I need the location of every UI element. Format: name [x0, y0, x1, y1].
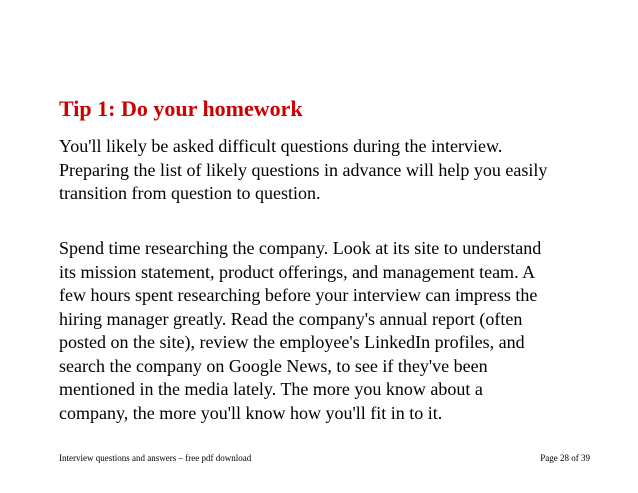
page-number: Page 28 of 39 — [540, 453, 590, 463]
paragraph-line: Spend time researching the company. Look at its site to understand — [59, 238, 542, 258]
paragraph-line: few hours spent researching before your interview can impress the — [59, 285, 538, 305]
slide-title: Tip 1: Do your homework — [59, 96, 303, 121]
page-footer — [59, 451, 590, 465]
footer-source-text: Interview questions and answers – free pdf download — [59, 453, 252, 463]
paragraph-line: posted on the site), review the employee's LinkedIn profiles, and — [59, 332, 525, 352]
paragraph-research — [59, 237, 541, 425]
paragraph-line: company, the more you'll know how you'll fit in to it. — [59, 402, 443, 423]
paragraph-line: mentioned in the media lately. The more you know about a — [59, 379, 483, 399]
paragraph-line: transition from question to question. — [59, 183, 321, 203]
paragraph-line: its mission statement, product offerings, and management team. A — [59, 261, 536, 282]
paragraph-line: search the company on Google News, to see if they've been — [59, 355, 488, 376]
paragraph-line: Preparing the list of likely questions in advance will help you easily — [59, 159, 548, 180]
paragraph-intro — [59, 135, 547, 206]
paragraph-line: hiring manager greatly. Read the company's annual report (often — [59, 308, 523, 329]
paragraph-line: You'll likely be asked difficult questions during the interview. — [59, 136, 503, 156]
